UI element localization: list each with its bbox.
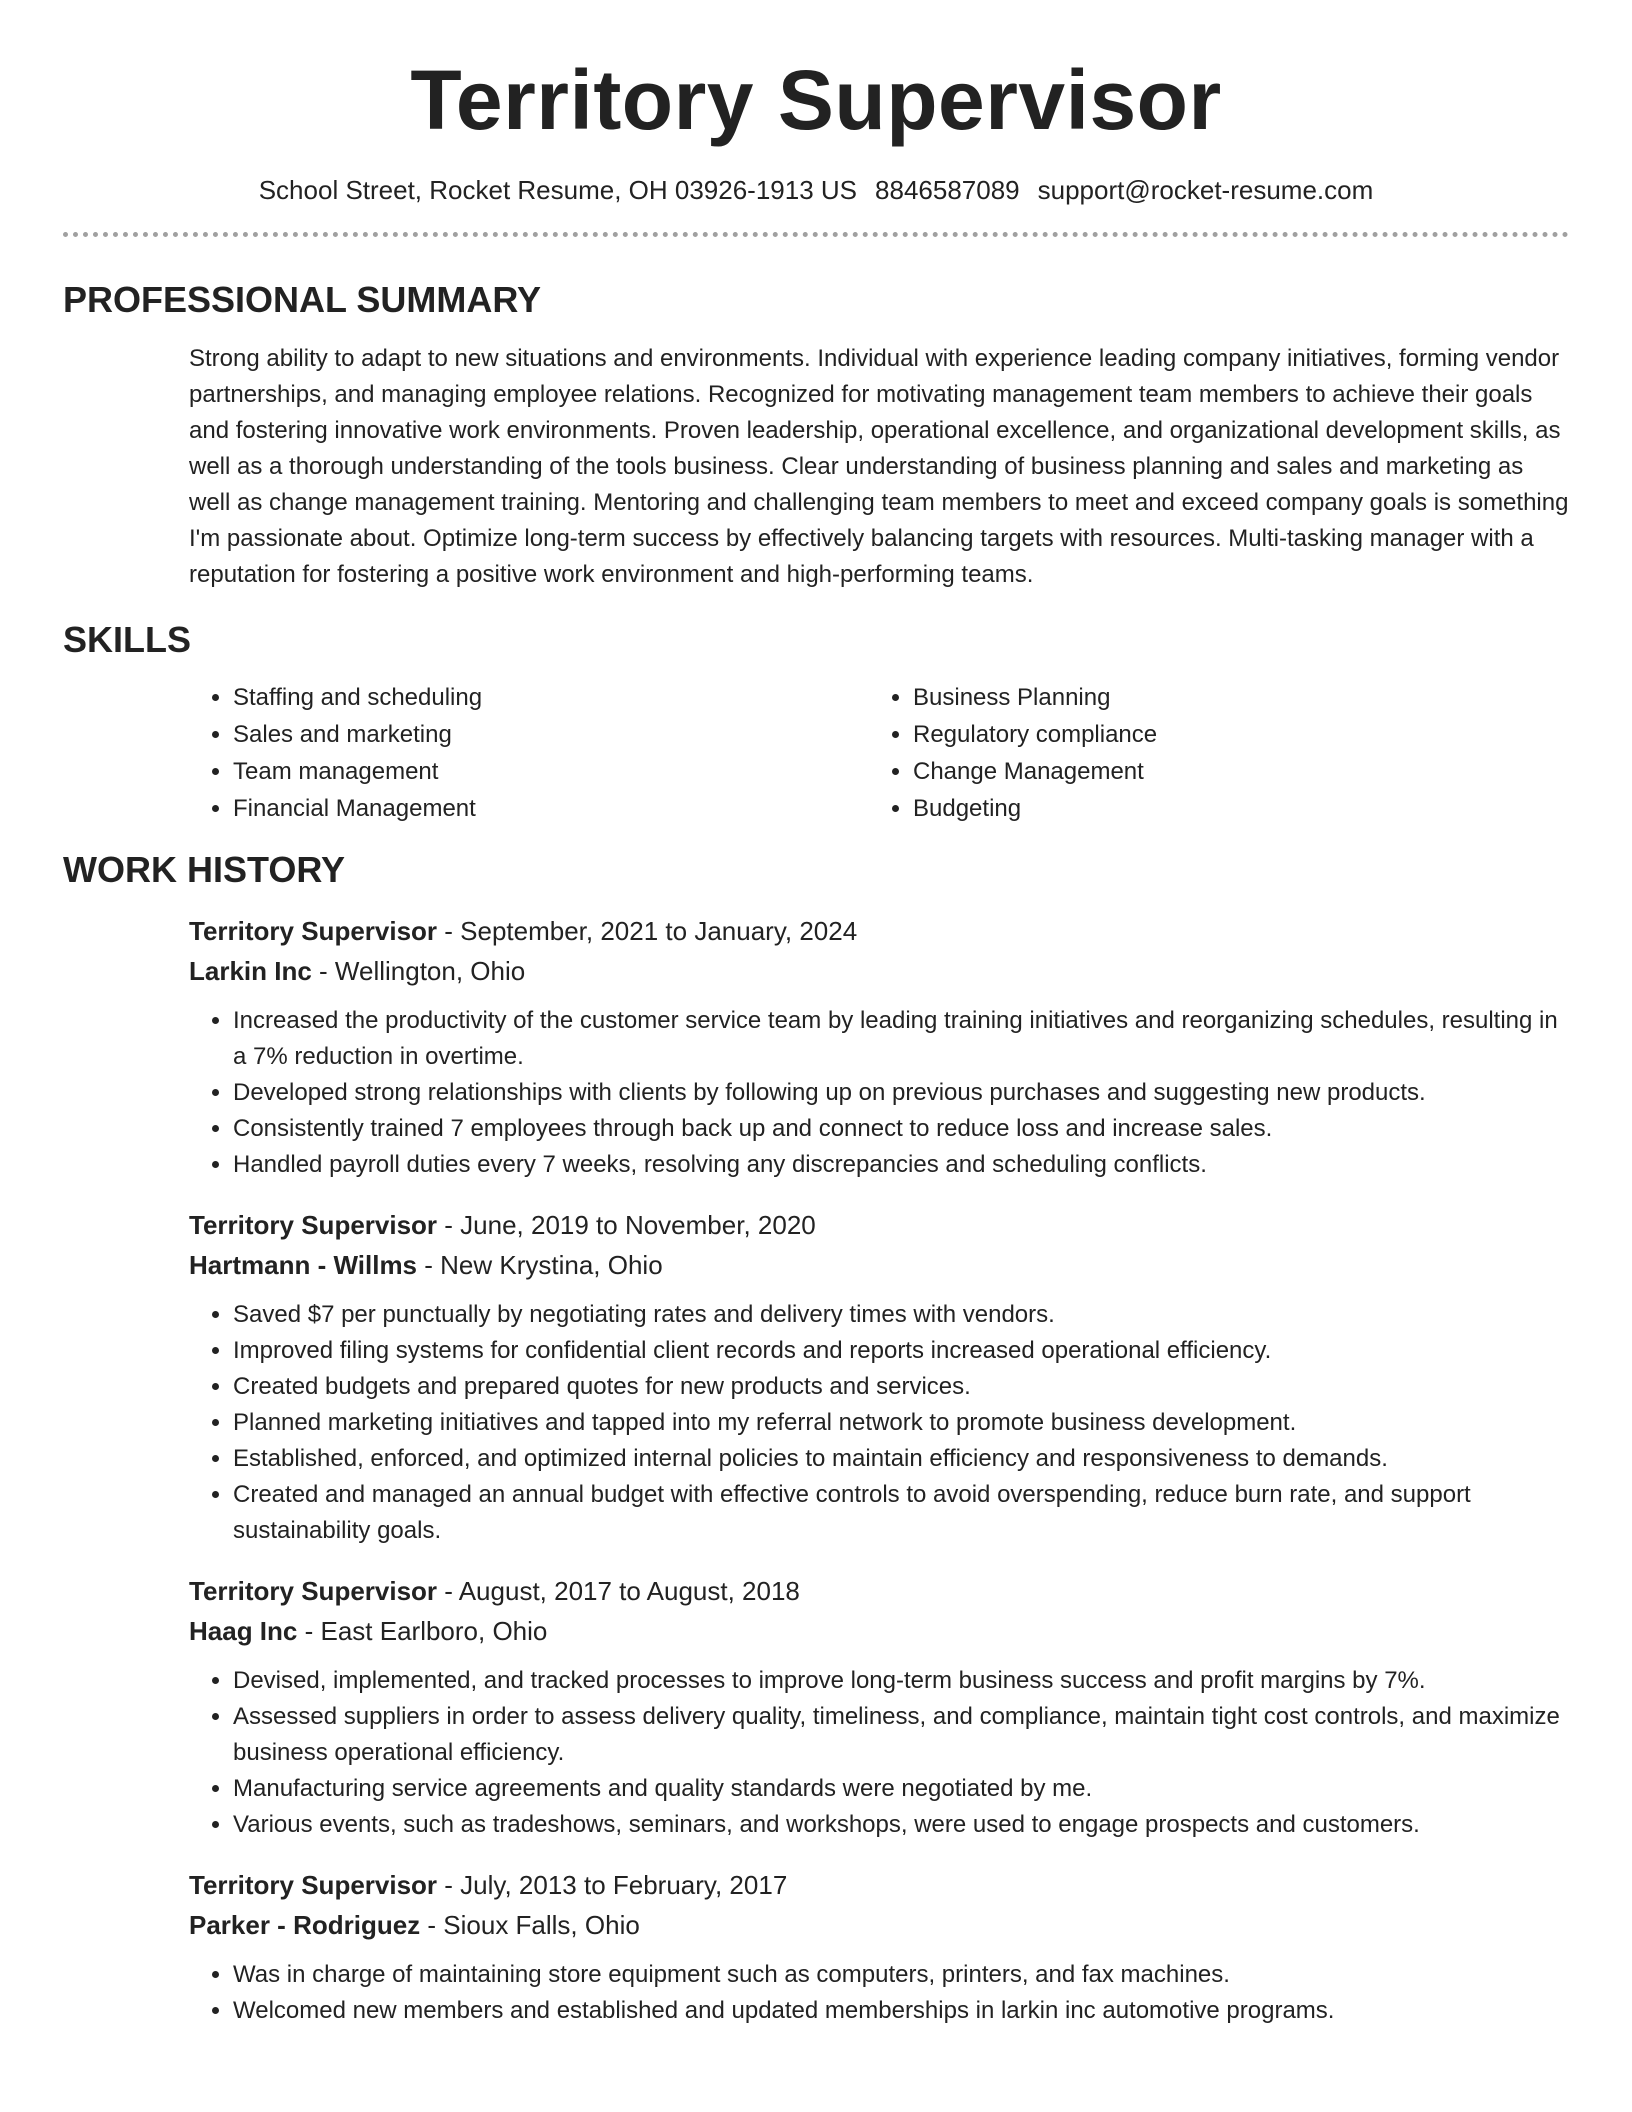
summary-text: Strong ability to adapt to new situations and environments. Individual with experience leading company initiatives, forming vendor partnerships, and managing employee relations. Recognized for motivating management team members to achieve their goals and fostering innovative work environments. Proven leadership, operational excellence, and organizational development skills, as well as a thorough understanding of the tools business. Clear understanding of business planning and sales and marketing as well as change management training. Mentoring and challenging team members to meet and exceed company goals is something I'm passionate about. Optimize long-term success by effectively balancing targets with resources. Multi-tasking manager with a reputation for fostering a positive work environment and high-performing teams.: [189, 344, 1569, 588]
skill-item: • Change Management: [913, 753, 1549, 790]
skills-section: [63, 619, 1569, 827]
skill-item: • Business Planning: [913, 679, 1549, 716]
job-bullet: • Increased the productivity of the customer service team by leading training initiatives and reorganizing schedules, resulting in a 7% reduction in overtime.: [233, 1003, 1569, 1075]
job-location: - Wellington, Ohio: [311, 955, 526, 986]
summary-section: [63, 279, 1569, 593]
job-location: - Sioux Falls, Ohio: [420, 1909, 640, 1940]
contact-address: School Street, Rocket Resume, OH 03926-1913 US: [258, 174, 858, 205]
job-bullets: [189, 1957, 1569, 2029]
skill-item: • Financial Management: [233, 790, 869, 827]
job-entry: [189, 1205, 1569, 1549]
job-company-line: [189, 1611, 1569, 1651]
work-history-heading: WORK HISTORY: [63, 848, 346, 890]
candidate-name: Territory Supervisor: [410, 53, 1222, 147]
job-title-line: [189, 1205, 1569, 1245]
resume-header: [0, 0, 1632, 206]
job-dates: - August, 2017 to August, 2018: [437, 1575, 800, 1606]
job-bullets: [189, 1297, 1569, 1549]
job-bullet: • Planned marketing initiatives and tapped into my referral network to promote business development.: [233, 1405, 1569, 1441]
skills-list-left: [189, 679, 869, 827]
job-entry: [189, 1865, 1569, 2029]
job-company: Haag Inc: [189, 1615, 298, 1646]
contact-phone: 8846587089: [875, 174, 1020, 205]
job-dates: - September, 2021 to January, 2024: [437, 915, 858, 946]
skill-item: • Sales and marketing: [233, 716, 869, 753]
job-entry: [189, 911, 1569, 1183]
job-bullet: • Welcomed new members and established and updated memberships in larkin inc automotive programs.: [233, 1993, 1569, 2029]
contact-line: [0, 175, 1632, 206]
job-bullet: • Handled payroll duties every 7 weeks, resolving any discrepancies and scheduling conflicts.: [233, 1147, 1569, 1183]
job-bullets: [189, 1663, 1569, 1843]
header-divider: [63, 232, 1569, 237]
job-role: Territory Supervisor: [189, 1575, 438, 1606]
skills-list-right: [869, 679, 1549, 827]
skills-heading: SKILLS: [63, 618, 192, 660]
job-bullet: • Created budgets and prepared quotes for new products and services.: [233, 1369, 1569, 1405]
job-bullets: [189, 1003, 1569, 1183]
summary-heading: PROFESSIONAL SUMMARY: [63, 278, 542, 320]
job-entry: [189, 1571, 1569, 1843]
job-bullet: • Devised, implemented, and tracked processes to improve long-term business success and profit margins by 7%.: [233, 1663, 1569, 1699]
job-company: Parker - Rodriguez: [189, 1909, 421, 1940]
job-location: - East Earlboro, Ohio: [297, 1615, 548, 1646]
skill-item: • Staffing and scheduling: [233, 679, 869, 716]
skills-grid: [189, 679, 1569, 827]
job-title-line: [189, 1865, 1569, 1905]
job-title-line: [189, 911, 1569, 951]
job-title-line: [189, 1571, 1569, 1611]
job-bullet: • Created and managed an annual budget with effective controls to avoid overspending, reduce burn rate, and support sustainability goals.: [233, 1477, 1569, 1549]
skill-item: • Team management: [233, 753, 869, 790]
job-company-line: [189, 1245, 1569, 1285]
skill-item: • Budgeting: [913, 790, 1549, 827]
job-role: Territory Supervisor: [189, 1209, 438, 1240]
job-bullet: • Established, enforced, and optimized internal policies to maintain efficiency and responsiveness to demands.: [233, 1441, 1569, 1477]
job-bullet: • Assessed suppliers in order to assess delivery quality, timeliness, and compliance, maintain tight cost controls, and maximize business operational efficiency.: [233, 1699, 1569, 1771]
job-company-line: [189, 951, 1569, 991]
job-bullet: • Consistently trained 7 employees through back up and connect to reduce loss and increase sales.: [233, 1111, 1569, 1147]
job-bullet: • Improved filing systems for confidential client records and reports increased operational efficiency.: [233, 1333, 1569, 1369]
job-dates: - July, 2013 to February, 2017: [437, 1869, 788, 1900]
job-role: Territory Supervisor: [189, 1869, 438, 1900]
job-company: Hartmann - Willms: [189, 1249, 418, 1280]
job-company: Larkin Inc: [189, 955, 312, 986]
job-dates: - June, 2019 to November, 2020: [437, 1209, 816, 1240]
job-bullet: • Manufacturing service agreements and quality standards were negotiated by me.: [233, 1771, 1569, 1807]
job-bullet: • Saved $7 per punctually by negotiating rates and delivery times with vendors.: [233, 1297, 1569, 1333]
job-location: - New Krystina, Ohio: [417, 1249, 663, 1280]
job-company-line: [189, 1905, 1569, 1945]
skill-item: • Regulatory compliance: [913, 716, 1549, 753]
contact-email[interactable]: support@rocket-resume.com: [1037, 174, 1374, 205]
job-bullet: • Was in charge of maintaining store equipment such as computers, printers, and fax machines.: [233, 1957, 1569, 1993]
work-history-section: [63, 849, 1569, 2029]
job-role: Territory Supervisor: [189, 915, 438, 946]
job-bullet: • Developed strong relationships with clients by following up on previous purchases and suggesting new products.: [233, 1075, 1569, 1111]
job-bullet: • Various events, such as tradeshows, seminars, and workshops, were used to engage prospects and customers.: [233, 1807, 1569, 1843]
